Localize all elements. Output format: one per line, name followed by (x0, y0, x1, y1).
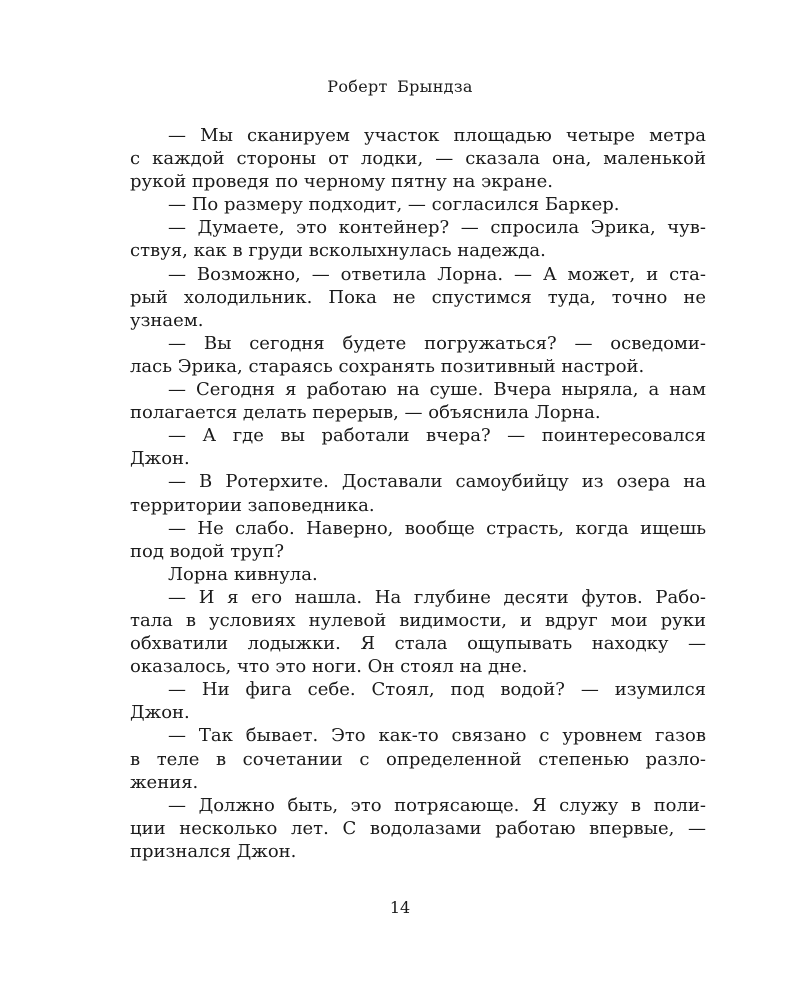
text-line: оказалось, что это ноги. Он стоял на дне. (130, 656, 528, 678)
text-line: — А где вы работали вчера? — поинтересовался (168, 425, 706, 447)
text-line: лась Эрика, стараясь сохранять позитивный настрой. (130, 355, 645, 377)
text-line: — Думаете, это контейнер? — спросила Эрика, чув- (168, 217, 706, 239)
text-line: Джон. (130, 702, 190, 724)
text-line: — Так бывает. Это как-то связано с уровнем газов (168, 725, 706, 747)
text-line: Лорна кивнула. (168, 563, 318, 585)
text-line: узнаем. (130, 309, 204, 331)
text-line: — В Ротерхите. Доставали самоубийцу из озера на (168, 471, 706, 493)
text-line: — Сегодня я работаю на суше. Вчера ныряла, а нам (168, 379, 706, 401)
text-line: с каждой стороны от лодки, — сказала она, маленькой (130, 148, 706, 170)
text-line: — Вы сегодня будете погружаться? — осведоми- (168, 332, 706, 354)
text-line: жения. (130, 771, 199, 793)
text-line: — Не слабо. Наверно, вообще страсть, когда ищешь (168, 517, 706, 539)
text-line: — По размеру подходит, — согласился Баркер. (168, 194, 620, 216)
text-line: — Ни фига себе. Стоял, под водой? — изумился (168, 679, 706, 701)
text-line: в теле в сочетании с определенной степенью разло- (130, 748, 706, 770)
text-line: рый холодильник. Пока не спустимся туда, точно не (130, 286, 706, 308)
text-line: рукой проведя по черному пятну на экране. (130, 171, 554, 193)
text-line: — И я его нашла. На глубине десяти футов. Рабо- (168, 586, 706, 608)
text-line: под водой труп? (130, 540, 284, 562)
text-line: ствуя, как в груди всколыхнулась надежда. (130, 240, 546, 262)
text-line: — Возможно, — ответила Лорна. — А может, и ста- (168, 263, 706, 285)
text-line: тала в условиях нулевой видимости, и вдруг мои руки (130, 609, 706, 631)
running-header: Роберт Брындза (327, 77, 473, 96)
text-line: полагается делать перерыв, — объяснила Лорна. (130, 402, 601, 424)
text-line: ции несколько лет. С водолазами работаю впервые, — (130, 817, 706, 839)
text-line: Джон. (130, 448, 190, 470)
text-line: признался Джон. (130, 840, 297, 862)
text-line: обхватили лодыжки. Я стала ощупывать находку — (130, 633, 706, 655)
text-line: — Мы сканируем участок площадью четыре метра (168, 125, 706, 146)
text-line: — Должно быть, это потрясающе. Я служу в поли- (168, 794, 706, 816)
text-line: территории заповедника. (130, 494, 375, 516)
body-text (130, 124, 706, 863)
page-number: 14 (389, 898, 411, 917)
